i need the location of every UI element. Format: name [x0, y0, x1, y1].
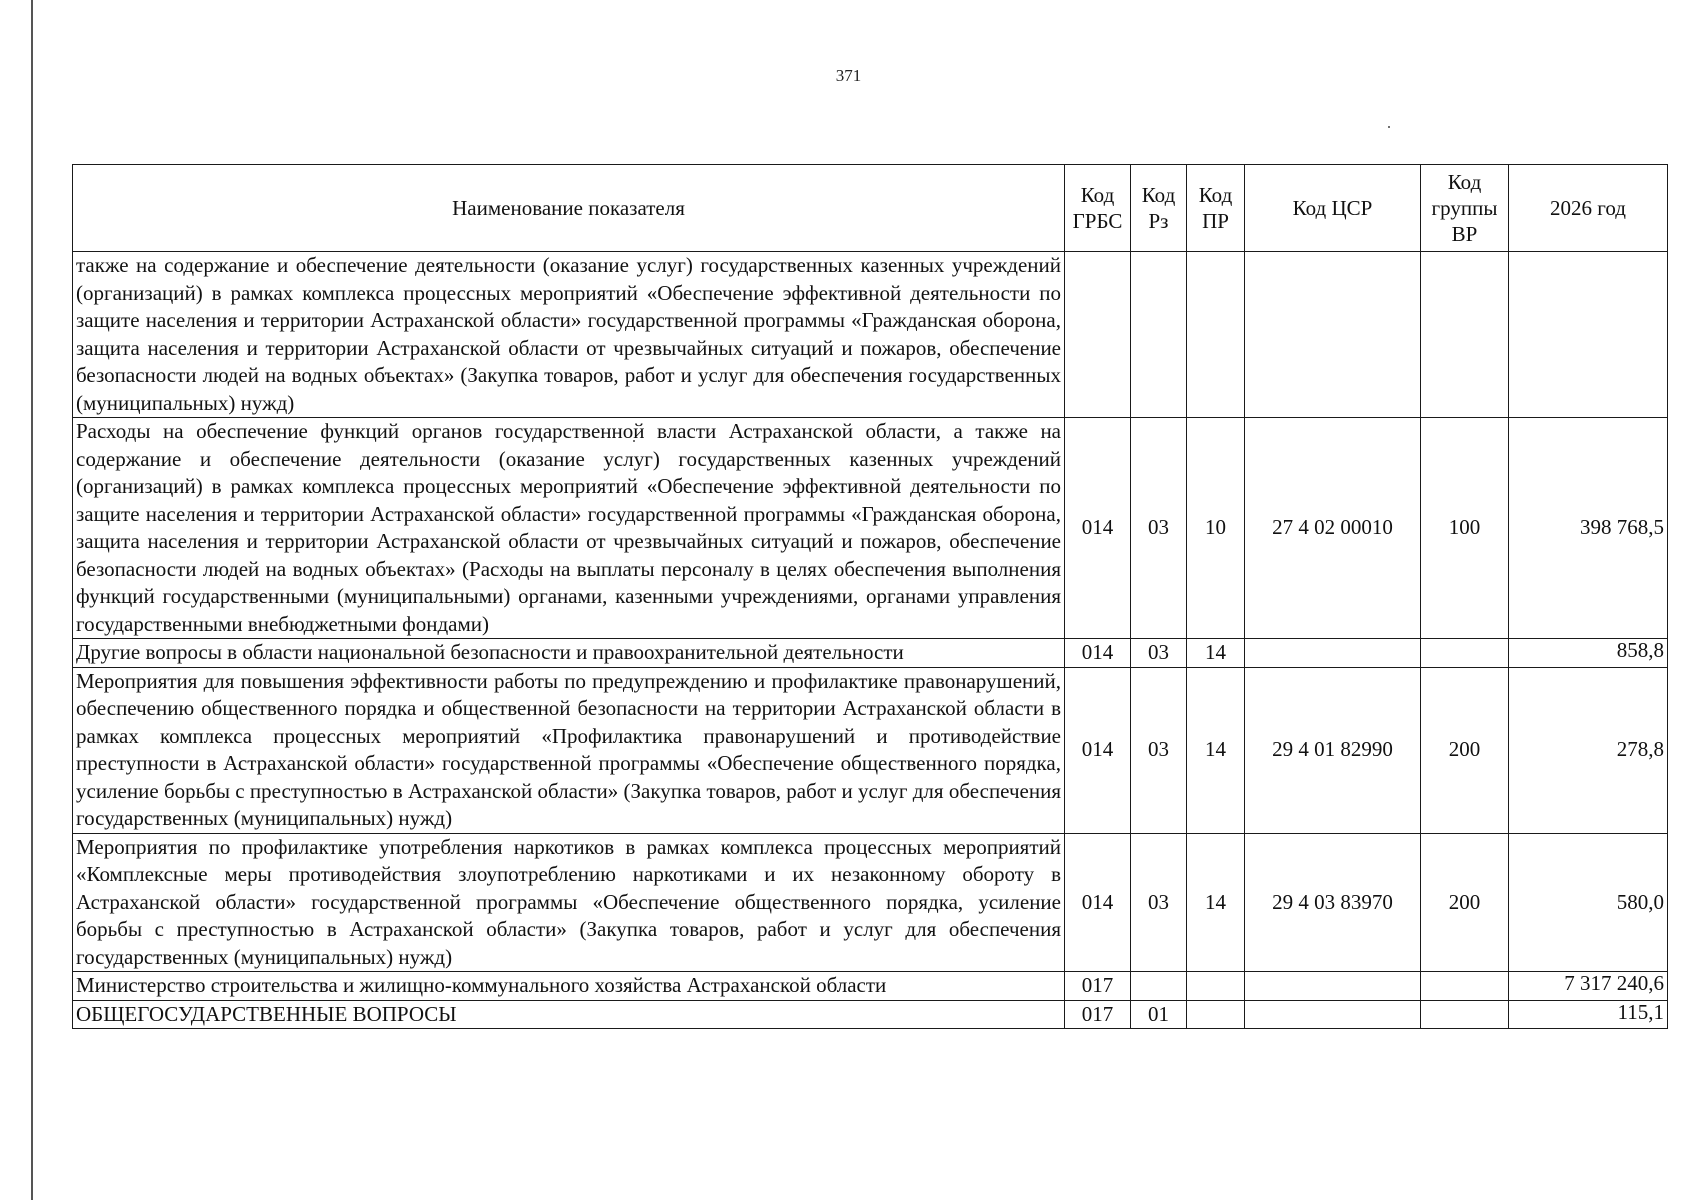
header-grbs: Код ГРБС	[1065, 165, 1131, 252]
header-csr: Код ЦСР	[1245, 165, 1421, 252]
row-csr: 29 4 03 83970	[1245, 833, 1421, 972]
row-pr: 10	[1187, 418, 1245, 639]
row-vr: 200	[1421, 833, 1509, 972]
row-pr: 14	[1187, 639, 1245, 668]
row-grbs: 014	[1065, 639, 1131, 668]
header-pr: Код ПР	[1187, 165, 1245, 252]
row-name: Министерство строительства и жилищно-коммунального хозяйства Астраханской области	[73, 972, 1065, 1001]
row-pr: 14	[1187, 667, 1245, 833]
row-pr	[1187, 972, 1245, 1001]
row-vr	[1421, 972, 1509, 1001]
budget-table	[72, 164, 1668, 1029]
header-rz: Код Рз	[1131, 165, 1187, 252]
row-rz	[1131, 252, 1187, 418]
row-rz: 01	[1131, 1000, 1187, 1029]
row-amount: 580,0	[1509, 833, 1668, 972]
row-amount: 115,1	[1509, 1000, 1668, 1029]
table-row	[73, 1000, 1668, 1029]
row-csr	[1245, 252, 1421, 418]
row-grbs: 014	[1065, 833, 1131, 972]
row-csr	[1245, 972, 1421, 1001]
table-row	[73, 972, 1668, 1001]
row-grbs: 017	[1065, 972, 1131, 1001]
row-rz: 03	[1131, 667, 1187, 833]
row-amount: 278,8	[1509, 667, 1668, 833]
row-vr	[1421, 1000, 1509, 1029]
row-amount: 858,8	[1509, 639, 1668, 668]
row-csr	[1245, 639, 1421, 668]
table-row	[73, 639, 1668, 668]
row-vr: 200	[1421, 667, 1509, 833]
page-number: 371	[835, 66, 862, 85]
row-vr: 100	[1421, 418, 1509, 639]
row-pr	[1187, 252, 1245, 418]
row-name: ОБЩЕГОСУДАРСТВЕННЫЕ ВОПРОСЫ	[73, 1000, 1065, 1029]
row-csr: 27 4 02 00010	[1245, 418, 1421, 639]
table-row	[73, 252, 1668, 418]
row-name: Расходы на обеспечение функций органов государственной власти Астраханской области, а также на содержание и обеспечение деятельности (оказание услуг) государственных казенных учреждений (организаций) в рамках комплекса процессных мероприятий «Обеспечение эффективной деятельности по защите населения и территории Астраханской области» государственной программы «Гражданская оборона, защита населения и территории Астраханской области от чрезвычайных ситуаций и пожаров, обеспечение безопасности людей на водных объектах» (Расходы на выплаты персоналу в целях обеспечения выполнения функций государственными (муниципальными) органами, казенными учреждениями, органами управления государственными внебюджетными фондами)	[73, 418, 1065, 639]
row-name: Мероприятия для повышения эффективности работы по предупреждению и профилактике правонарушений, обеспечению общественного порядка и общественной безопасности на территории Астраханской области в рамках комплекса процессных мероприятий «Профилактика правонарушений и противодействие преступности в Астраханской области» государственной программы «Обеспечение общественного порядка, усиление борьбы с преступностью в Астраханской области» (Закупка товаров, работ и услуг для обеспечения государственных (муниципальных) нужд)	[73, 667, 1065, 833]
header-year: 2026 год	[1509, 165, 1668, 252]
row-vr	[1421, 639, 1509, 668]
table-row	[73, 833, 1668, 972]
row-rz	[1131, 972, 1187, 1001]
header-vr: Код группы ВР	[1421, 165, 1509, 252]
row-csr: 29 4 01 82990	[1245, 667, 1421, 833]
row-vr	[1421, 252, 1509, 418]
row-csr	[1245, 1000, 1421, 1029]
row-rz: 03	[1131, 418, 1187, 639]
scan-speck	[1388, 126, 1390, 128]
row-amount	[1509, 252, 1668, 418]
row-grbs: 014	[1065, 667, 1131, 833]
table-row	[73, 667, 1668, 833]
row-name: также на содержание и обеспечение деятельности (оказание услуг) государственных казенных учреждений (организаций) в рамках комплекса процессных мероприятий «Обеспечение эффективной деятельности по защите населения и территории Астраханской области» государственной программы «Гражданская оборона, защита населения и территории Астраханской области от чрезвычайных ситуаций и пожаров, обеспечение безопасности людей на водных объектах» (Закупка товаров, работ и услуг для обеспечения государственных (муниципальных) нужд)	[73, 252, 1065, 418]
row-grbs: 014	[1065, 418, 1131, 639]
row-rz: 03	[1131, 639, 1187, 668]
header-name: Наименование показателя	[73, 165, 1065, 252]
row-pr: 14	[1187, 833, 1245, 972]
row-rz: 03	[1131, 833, 1187, 972]
row-amount: 398 768,5	[1509, 418, 1668, 639]
table-row	[73, 418, 1668, 639]
header-row	[73, 165, 1668, 252]
scan-edge-line	[31, 0, 33, 1200]
row-grbs: 017	[1065, 1000, 1131, 1029]
row-name: Другие вопросы в области национальной безопасности и правоохранительной деятельности	[73, 639, 1065, 668]
row-amount: 7 317 240,6	[1509, 972, 1668, 1001]
row-pr	[1187, 1000, 1245, 1029]
row-name: Мероприятия по профилактике употребления наркотиков в рамках комплекса процессных мероприятий «Комплексные меры противодействия злоупотреблению наркотиками и их незаконному обороту в Астраханской области» государственной программы «Обеспечение общественного порядка, усиление борьбы с преступностью в Астраханской области» (Закупка товаров, работ и услуг для обеспечения государственных (муниципальных) нужд)	[73, 833, 1065, 972]
row-grbs	[1065, 252, 1131, 418]
